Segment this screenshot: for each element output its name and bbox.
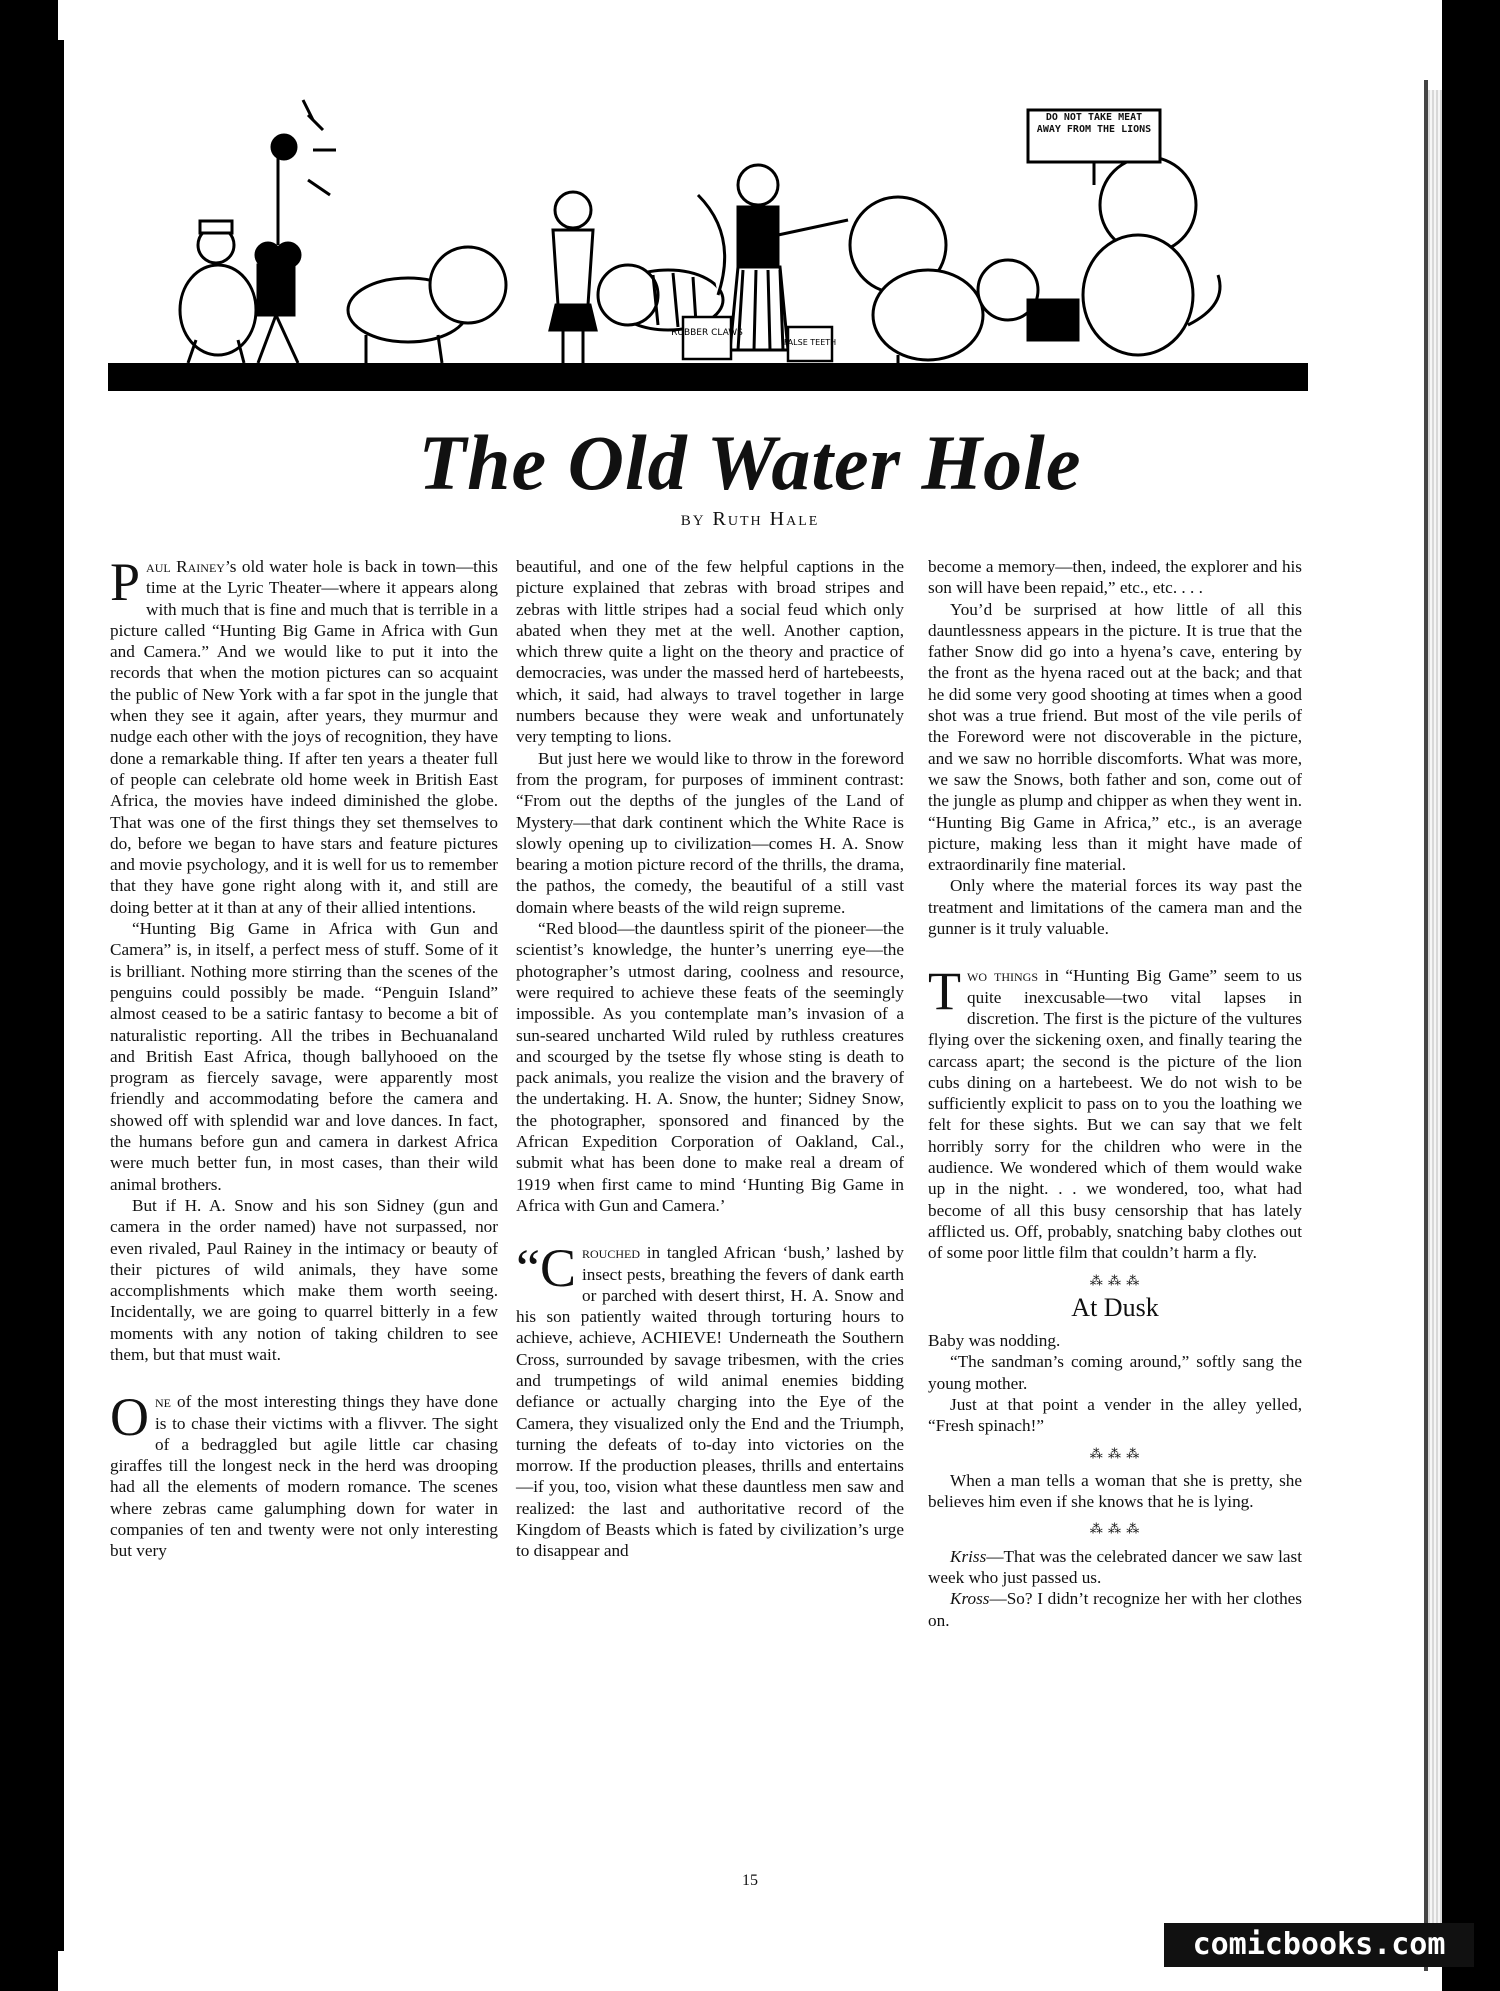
tamer-figure [730, 165, 848, 350]
paragraph [516, 748, 904, 918]
paragraph-text: But if H. A. Snow and his son Sidney (gun and camera in the order named) have not surpassed, nor even rivaled, Paul Rainey in the intimacy or beauty of their pictures of wild animals, they have some accomplishments which make them worth seeing. Incidentally, we are going to quarrel bitterly in a few moments with any notion of taking children to see them, but that must wait. [110, 1195, 498, 1364]
sign-text: DO NOT TAKE MEAT AWAY FROM THE LIONS [1036, 112, 1152, 135]
column-1 [110, 552, 498, 1562]
page-number: 15 [742, 1872, 758, 1889]
lead-in: ne [155, 1392, 171, 1412]
paragraph-text: You’d be surprised at how little of all this dauntlessness appears in the picture. It is true that the father Snow did go into a hyena’s cave, entering by the front as the hyena raced out at the back; and that he did some very good shooting at times when a good shot was a true friend. But most of the vile perils of the Foreword were not discoverable in the picture, and we saw no horrible discomforts. What was more, we saw the Snows, both father and son, come out of the jungle as plump and chipper as when they went in. “Hunting Big Game in Africa,” etc., is an average picture, making less than it might have made of extraordinarily fine material. [928, 599, 1302, 875]
paragraph [110, 1195, 498, 1365]
lead-in: aul Rainey [146, 557, 225, 576]
paragraph [928, 1330, 1302, 1351]
paragraph-text: Just at that point a vender in the alley yelled, “Fresh spinach!” [928, 1394, 1302, 1436]
paragraph [516, 918, 904, 1216]
section-heading-at-dusk: At Dusk [1071, 1292, 1159, 1322]
joke-paragraph: When a man tells a woman that she is pretty, she believes him even if she knows that he is lying. [928, 1470, 1302, 1512]
cameraman-figure [180, 100, 336, 363]
paragraph-text: Only where the material forces its way past the treatment and limitations of the camera man and the gunner is it truly valuable. [928, 876, 1302, 939]
paragraph [516, 1238, 904, 1561]
scan-border-right [1442, 0, 1500, 1991]
page-spine [56, 40, 64, 1951]
paragraph [516, 556, 904, 748]
paragraph [110, 552, 498, 918]
paragraph-text: ’s old water hole is back in town—this time at the Lyric Theater—where it appears along with much that is fine and much that is terrible in a picture called “Hunting Big Game in Africa with Gun and Camera.” And we would like to put it into the records that when the motion pictures can so acquaint the public of New York with a far spot in the jungle that when they see it again, after years, they murmur and nudge each other with the joys of recognition, they have done a remarkable thing. If after ten years a theater full of people can celebrate old home week in British East Africa, the movies have indeed diminished the globe. That was one of the first things they set themselves to do, before we began to have stars and feature pictures and movie psychology, and it is well for us to remember that they have gone right along with it, and still are doing better at it than at any of their allied intentions. [110, 557, 498, 917]
page-edge-stack [1428, 90, 1442, 1961]
drop-cap: O [110, 1387, 149, 1448]
watermark-logo: comicbooks.com [1164, 1923, 1474, 1967]
column-3-body [928, 556, 1302, 1264]
paragraph-text: become a memory—then, indeed, the explorer and his son will have been repaid,” etc., etc. . . . [928, 557, 1302, 598]
tin-label-teeth: FALSE TEETH [783, 338, 837, 347]
speaker-name: Kross [950, 1589, 990, 1609]
lion-figure-2 [850, 197, 983, 363]
paragraph [928, 1394, 1302, 1437]
paragraph-text: in “Hunting Big Game” seem to us quite inexcusable—two vital lapses in discretion. The first is the picture of the vultures flying over the sickening oxen, and finally tearing the carcass apart; the second is the picture of the lion cubs dining on a hartebeest. We do not wish to be sufficiently explicit to pass on to you the loathing we felt for these sights. But we can say that we felt horribly sorry for the children who were in the audience. We wondered which of them would wake up in the night. . . we wondered, too, what had become of all this busy censorship that has lately afflicted us. Off, probably, snatching baby clothes out of some poor little film that couldn’t harm a fly. [928, 966, 1302, 1263]
lion-figure-3 [1083, 157, 1220, 355]
lion-figure-1 [348, 247, 506, 363]
ground-strip [108, 363, 1308, 391]
dialogue-line: —So? I didn’t recognize her with her clothes on. [928, 1589, 1302, 1630]
ornament-divider: ⁂ ⁂ ⁂ [1089, 1272, 1141, 1288]
paragraph-text: beautiful, and one of the few helpful captions in the picture explained that zebras with broad stripes and zebras with little stripes had a social feud which only abated when they met at the well. Another caption, which threw quite a light on the theory and practice of democracies, was under the massed herd of hartebeests, which, it said, had always to travel together in large numbers because they were weak and unfortunately very tempting to lions. [516, 557, 904, 747]
drop-cap: P [110, 552, 141, 612]
dusk-poem [928, 1330, 1302, 1436]
header-illustration [108, 95, 1308, 395]
woman-figure [550, 192, 596, 363]
speaker-name: Kriss [950, 1546, 987, 1566]
dialogue-joke [928, 1546, 1302, 1631]
dialogue-line: —That was the celebrated dancer we saw last week who just passed us. [928, 1546, 1302, 1588]
paragraph-text: But just here we would like to throw in the foreword from the program, for purposes of imminent contrast: “From out the depths of the jungles of the Land of Mystery—that dark continent which the White Race is slowly opening up to civilization—comes H. A. Snow bearing a motion picture record of the thrills, the drama, the pathos, the comedy, the beautiful of a still vast domain where beasts of the wild reign supreme. [516, 748, 904, 917]
lion-tamer-cartoon [108, 95, 1308, 395]
paragraph [110, 918, 498, 1195]
ornament-divider: ⁂ ⁂ ⁂ [1089, 1445, 1141, 1461]
paragraph [928, 1351, 1302, 1394]
drop-cap: T [928, 961, 961, 1022]
clown-figure [978, 260, 1078, 340]
paragraph-text: of the most interesting things they have done is to chase their victims with a flivver. The sight of a bedraggled but agile little car chasing giraffes till the longest neck in the herd was drooping had all the elements of modern romance. The scenes where zebras came galumphing down for water in companies of ten and twenty were not only interesting but very [110, 1392, 498, 1561]
paragraph [928, 556, 1302, 599]
paragraph-text: Baby was nodding. [928, 1331, 1061, 1351]
scan-border-left [0, 0, 58, 1991]
byline [0, 508, 1500, 531]
drop-cap: “C [516, 1238, 576, 1299]
column-2 [516, 556, 904, 1562]
paragraph [928, 599, 1302, 876]
paragraph-text: “Red blood—the dauntless spirit of the pioneer—the scientist’s knowledge, the hunter’s unerring eye—the photographer’s utmost daring, coolness and resource, were required to achieve these feats of the seemingly impossible. As you contemplate man’s invasion of a sun-seared uncharted Wild ruled by ruthless creatures and scourged by the tsetse fly whose sting is death to pack animals, you realize the vision and the bravery of the undertaking. H. A. Snow, the hunter; Sidney Snow, the photographer, sponsored and financed by the African Expedition Corporation of Oakland, Cal., submit what has been done to make real a dream of 1919 when first came to mind ‘Hunting Big Game in Africa with Gun and Camera.’ [516, 919, 904, 1215]
paragraph-text: “Hunting Big Game in Africa with Gun and Camera” is, in itself, a perfect mess of stuff. Some of it is brilliant. Nothing more stirring than the scenes of the penguins could possibly be made. “Penguin Island” almost ceased to be a satiric fantasy to become a bit of naturalistic reporting. All the tribes in Bechuanaland and British East Africa, though ballyhooed on the program as fiercely savage, were apparently most friendly and accommodating before the camera and showed off with splendid war and love dances. In fact, the humans before gun and camera in darkest Africa were much better fun, in most cases, than their wild animal brothers. [110, 919, 498, 1194]
column-3 [928, 556, 1302, 1631]
paragraph-text: “The sandman’s coming around,” softly sang the young mother. [928, 1352, 1302, 1393]
striped-lion-figure [598, 195, 725, 330]
lead-in: wo things [967, 966, 1039, 986]
article-title: The Old Water Hole [418, 419, 1082, 506]
paragraph [928, 875, 1302, 939]
tin-label-claws: RUBBER CLAWS [671, 328, 743, 338]
byline-author: Ruth Hale [712, 508, 820, 530]
ornament-divider: ⁂ ⁂ ⁂ [1089, 1521, 1141, 1537]
paragraph [110, 1387, 498, 1561]
paragraph [928, 961, 1302, 1263]
lead-in: rouched [582, 1243, 641, 1263]
byline-by: BY [680, 513, 706, 529]
paragraph-text: in tangled African ‘bush,’ lashed by insect pests, breathing the fevers of dank earth or parched with desert thirst, H. A. Snow and his son patiently waited through torturing hours to achieve, achieve, ACHIEVE! Underneath the Southern Cross, surrounded by savage tribesmen, with the cries and trumpetings of wild animal enemies bidding defiance or actually charging into the Eye of the Camera, they visualized only the End and the Triumph, turning the defeats of to-day into victories on the morrow. If the production pleases, thrills and entertains—if you, too, vision what these dauntless men saw and realized: the last and authoritative record of the Kingdom of Beasts which is fated by civilization’s urge to disappear and [516, 1243, 904, 1561]
